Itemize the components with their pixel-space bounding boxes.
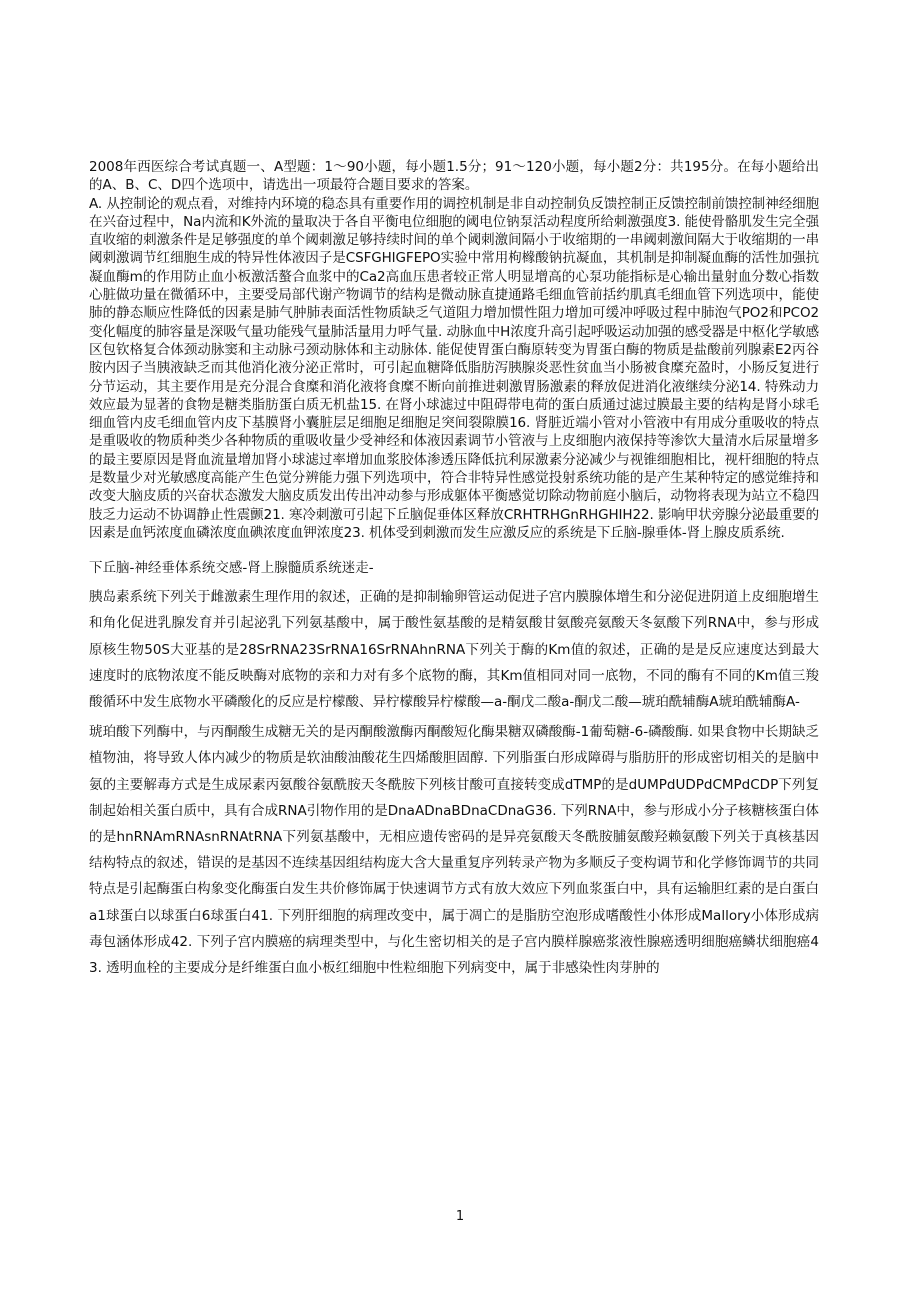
page-number: 1 xyxy=(455,1209,465,1224)
document-body xyxy=(89,158,819,981)
question-block-3: 琥珀酸下列酶中，与丙酮酸生成糖无关的是丙酮酸激酶丙酮酸短化酶果糖双磷酸酶-1葡萄糖-6-磷酸酶. 如果食物中长期缺乏植物油，将导致人体内减少的物质是软油酸油酸花生四烯酸胆固醇. 下列脂蛋白形成障碍与脂肪肝的形成密切相关的是脑中氨的主要解毒方式是生成尿素丙氨酸谷氨酰胺天冬酰胺下列核甘酸可直接转变成dTMP的是dUMPdUDPdCMPdCDP下列复制起始相关蛋白质中，具有合成RNA引物作用的是DnaADnaBDnaCDnaG36. 下列RNA中，参与形成小分子核糖核蛋白体的是hnRNAmRNAsnRNAtRNA下列氨基酸中，无相应遗传密码的是异亮氨酸天冬酰胺脯氨酸羟赖氨酸下列关于真核基因结构特点的叙述，错误的是基因不连续基因组结构庞大含大量重复序列转录产物为多顺反子变构调节和化学修饰调节的共同特点是引起酶蛋白构象变化酶蛋白发生共价修饰属于快速调节方式有放大效应下列血浆蛋白中，具有运输胆红素的是白蛋白a1球蛋白以球蛋白6球蛋白41. 下列肝细胞的病理改变中，属于凋亡的是脂肪空泡形成嗜酸性小体形成Mallory小体形成病毒包涵体形成42. 下列子宫内膜癌的病理类型中，与化生密切相关的是子宫内膜样腺癌浆液性腺癌透明细胞癌鳞状细胞癌43. 透明血栓的主要成分是纤维蛋白血小板红细胞中性粒细胞下列病变中，属于非感染性肉芽肿的 xyxy=(89,724,819,977)
section-line: 下丘脑-神经垂体系统交感-肾上腺髓质系统迷走- xyxy=(89,560,374,577)
question-block-2: 胰岛素系统下列关于雌激素生理作用的叙述，正确的是抑制输卵管运动促进子宫内膜腺体增生和分泌促进阴道上皮细胞增生和角化促进乳腺发育并引起泌乳下列氨基酸中，属于酸性氨基酸的是精氨酸甘氨酸亮氨酸天冬氨酸下列RNA中，参与形成原核生物50S大亚基的是28SrRNA23SrRNA16SrRNAhnRNA下列关于酶的Km值的叙述，正确的是是反应速度达到最大速度时的底物浓度不能反映酶对底物的亲和力对有多个底物的酶，其Km值相同对同一底物，不同的酶有不同的Km值三羧酸循环中发生底物水平磷酸化的反应是柠檬酸、异柠檬酸异柠檬酸—a-酮戊二酸a-酮戊二酸—琥珀酰辅酶A琥珀酰辅酶A- xyxy=(89,589,819,711)
question-block-1: A. 从控制论的观点看，对维持内环境的稳态具有重要作用的调控机制是非自动控制负反馈控制正反馈控制前馈控制神经细胞在兴奋过程中，Na内流和K外流的量取决于各自平衡电位细胞的阈电位钠泵活动程度所给刺激强度3. 能使骨骼肌发生完全强直收缩的刺激条件是足够强度的单个阈刺激足够持续时间的单个阈刺激间隔小于收缩期的一串阈刺激间隔大于收缩期的一串阈刺激调节红细胞生成的特异性体液因子是CSFGHIGFEPO实验中常用枸橼酸钠抗凝血，其机制是抑制凝血酶的活性加强抗凝血酶m的作用防止血小板激活螯合血浆中的Ca2高血压患者较正常人明显增高的心泵功能指标是心输出量射血分数心指数心脏做功量在微循环中，主要受局部代谢产物调节的结构是微动脉直捷通路毛细血管前括约肌真毛细血管下列选项中，能使肺的静态顺应性降低的因素是肺气肿肺表面活性物质缺乏气道阻力增加惯性阻力增加可缓冲呼吸过程中肺泡气PO2和PCO2变化幅度的肺容量是深吸气量功能残气量肺活量用力呼气量. 动脉血中H浓度升高引起呼吸运动加强的感受器是中枢化学敏感区包钦格复合体颈动脉窦和主动脉弓颈动脉体和主动脉体. 能促使胃蛋白酶原转变为胃蛋白酶的物质是盐酸前列腺素E2丙谷胺内因子当胰液缺乏而其他消化液分泌正常时，可引起血糖降低脂肪泻胰腺炎恶性贫血当小肠被食糜充盈时，小肠反复进行分节运动，其主要作用是充分混合食糜和消化液将食糜不断向前推进刺激胃肠激素的释放促进消化液继续分泌14. 特殊动力效应最为显著的食物是糖类脂肪蛋白质无机盐15. 在肾小球滤过中阻碍带电荷的蛋白质通过滤过膜最主要的结构是肾小球毛细血管内皮毛细血管内皮下基膜肾小囊脏层足细胞足细胞足突间裂隙膜16. 肾脏近端小管对小管液中有用成分重吸收的特点是重吸收的物质种类少各种物质的重吸收量少受神经和体液因素调节小管液与上皮细胞内液保持等渗饮大量清水后尿量增多的最主要原因是肾血流量增加肾小球滤过率增加血浆胶体渗透压降低抗利尿激素分泌减少与视锥细胞相比，视杆细胞的特点是数量少对光敏感度高能产生色觉分辨能力强下列选项中，符合非特异性感觉投射系统功能的是产生某种特定的感觉维持和改变大脑皮质的兴奋状态激发大脑皮质发出传出冲动参与形成躯体平衡感觉切除动物前庭小脑后，动物将表现为站立不稳四肢乏力运动不协调静止性震颤21. 寒冷刺激可引起下丘脑促垂体区释放CRHTRHGnRHGHIH22. 影响甲状旁腺分泌最重要的因素是血钙浓度血磷浓度血碘浓度血钾浓度23. 机体受到刺激而发生应激反应的系统是下丘脑-腺垂体-肾上腺皮质系统. xyxy=(89,195,819,541)
intro-paragraph: 2008年西医综合考试真题一、A型题：1～90小题，每小题1.5分；91～120小题，每小题2分：共195分。在每小题给出的A、B、C、D四个选项中，请选出一项最符合题目要求的答案。 xyxy=(89,159,819,194)
